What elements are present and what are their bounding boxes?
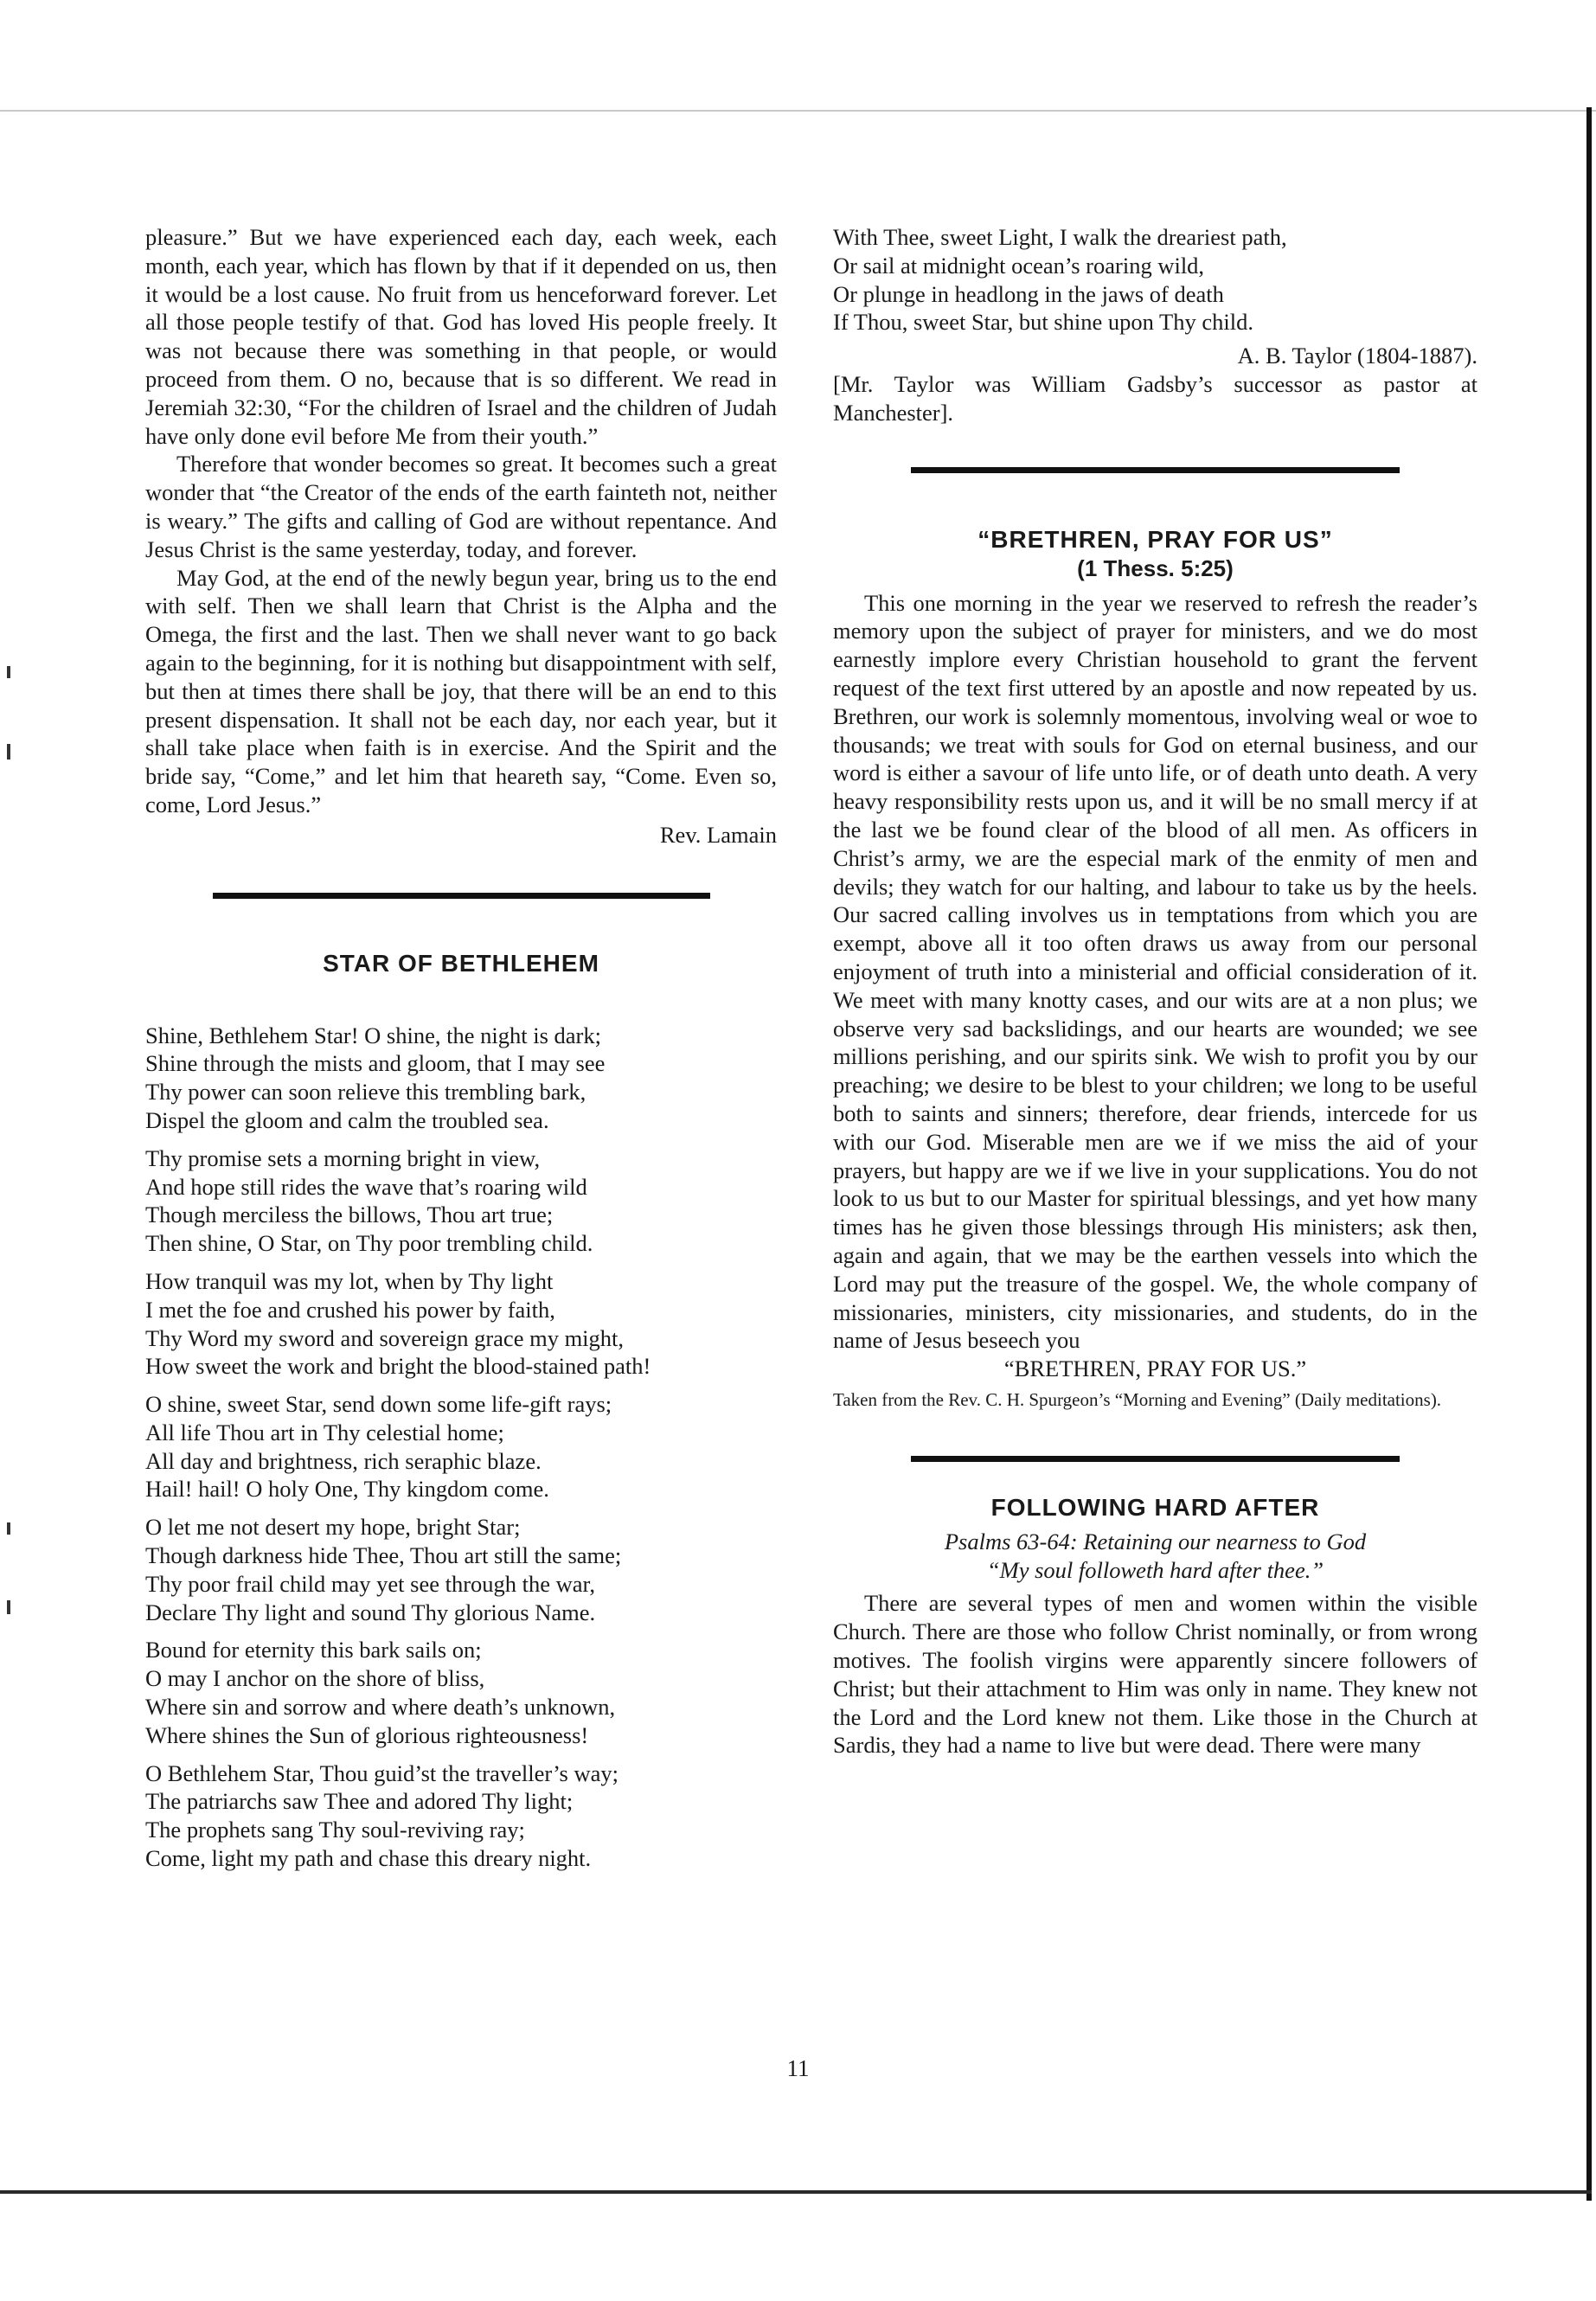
page-bottom-edge (0, 2190, 1592, 2194)
lamain-signature: Rev. Lamain (659, 821, 777, 848)
poem-stanza: O Bethlehem Star, Thou guid’st the traveller’s way; The patriarchs saw Thee and adored Thy light; The prophets sang Thy soul-reviving ray; Come, light my path and chase this dreary night. (145, 1759, 619, 1872)
poem-stanza: O shine, sweet Star, send down some life-gift rays; All life Thou art in Thy celestial home; All day and brightness, rich seraphic blaze. Hail! hail! O holy One, Thy kingdom come. (145, 1391, 612, 1503)
lamain-paragraph: Therefore that wonder becomes so great. It becomes such a great wonder that “the Creator of the ends of the earth fainteth not, neither is weary.” The gifts and calling of God are without repentance. And Jesus Christ is the same yesterday, today, and forever. (145, 451, 777, 562)
poem-author: A. B. Taylor (1804-1887). (1237, 343, 1477, 369)
star-of-bethlehem-title: STAR OF BETHLEHEM (323, 949, 599, 977)
poem-stanza: Thy promise sets a morning bright in view, And hope still rides the wave that’s roaring wild Though merciless the billows, Thou art true; Then shine, O Star, on Thy poor trembling child. (145, 1144, 593, 1257)
brethren-scripture-reference: (1 Thess. 5:25) (1077, 554, 1234, 581)
section-divider (911, 1456, 1400, 1462)
section-divider (213, 893, 710, 899)
margin-mark (7, 666, 10, 678)
right-column (833, 223, 1477, 1759)
margin-mark (7, 1522, 10, 1535)
page-number: 11 (786, 2055, 810, 2081)
left-column (145, 223, 777, 1882)
following-body: There are several types of men and women within the visible Church. There are those who follow Christ nominally, or from wrong motives. The foolish virgins were apparently sincere followers of Christ; but their attachment to Him was only in name. They knew not the Lord and the Lord knew not them. Like those in the Church at Sardis, they had a name to live but were dead. There were many (833, 1590, 1477, 1759)
following-hard-after-title: FOLLOWING HARD AFTER (990, 1493, 1320, 1521)
margin-mark (7, 744, 10, 760)
section-divider (911, 467, 1400, 473)
brethren-source-credit: Taken from the Rev. C. H. Spurgeon’s “Morning and Evening” (Daily meditations). (833, 1388, 1442, 1410)
following-subtitle: Psalms 63-64: Retaining our nearness to God (944, 1528, 1367, 1554)
brethren-title: “BRETHREN, PRAY FOR US” (977, 525, 1333, 553)
poem-editorial-note: [Mr. Taylor was William Gadsby’s successor as pastor at Manchester]. (833, 370, 1477, 426)
brethren-closing: “BRETHREN, PRAY FOR US.” (1003, 1356, 1307, 1382)
poem-stanza: How tranquil was my lot, when by Thy light I met the foe and crushed his power by faith, Thy Word my sword and sovereign grace my might, How sweet the work and bright the blood-stained path! (145, 1267, 651, 1380)
page-right-edge (1586, 107, 1592, 2201)
poem-stanza: Shine, Bethlehem Star! O shine, the night is dark; Shine through the mists and gloom, that I may see Thy power can soon relieve this trembling bark, Dispel the gloom and calm the troubled sea. (145, 1022, 606, 1133)
brethren-body: This one morning in the year we reserved to refresh the reader’s memory upon the subject of prayer for ministers, and we do most earnestly implore every Christian household to grant the fervent request of the text first uttered by an apostle and now repeated by us. Brethren, our work is solemnly momentous, involving weal or woe to thousands; we treat with souls for God on eternal business, and our word is either a savour of life unto life, or of death unto death. A very heavy responsibility rests upon us, and it will be no small mercy if at the last we be found clear of the blood of all men. As officers in Christ’s army, we are the especial mark of the enmity of men and devils; they watch for our halting, and labour to take us by the heels. Our sacred calling involves us in temptations from which you are exempt, above all it too often draws us away from our personal enjoyment of truth into a ministerial and official consideration of it. We meet with many knotty cases, and our wits are at a non plus; we observe very sad backslidings, and our hearts are wounded; we see millions perishing, and our spirits sink. We wish to profit you by our preaching; we desire to be blest to your children; we long to be useful both to saints and sinners; therefore, dear friends, intercede for us with our God. Miserable men are we if we miss the aid of your prayers, but happy are we if we live in your supplications. You do not look to us but to our Master for spiritual blessings, and yet how many times has he given those blessings through His ministers; ask then, again and again, that we may be the earthen vessels into which the Lord may put the treasure of the gospel. We, the whole company of missionaries, ministers, city missionaries, and students, do in the name of Jesus beseech you (833, 589, 1477, 1354)
poem-stanza: Bound for eternity this bark sails on; O may I anchor on the shore of bliss, Where sin and sorrow and where death’s unknown, Where shines the Sun of glorious righteousness! (145, 1637, 616, 1748)
lamain-paragraph: pleasure.” But we have experienced each day, each week, each month, each year, which has flown by that if it depended on us, then it would be a lost cause. No fruit from us henceforward forever. Let all those people testify of that. God has loved His people freely. It was not because there was something in that people, or would proceed from them. O no, because that is so different. We read in Jeremiah 32:30, “For the children of Israel and the children of Judah have only done evil before Me from their youth.” (145, 224, 777, 449)
poem-stanza: O let me not desert my hope, bright Star; Though darkness hide Thee, Thou art still the same; Thy poor frail child may yet see through the war, Declare Thy light and sound Thy glorious Name. (145, 1514, 622, 1625)
margin-mark (7, 1600, 10, 1614)
lamain-paragraph: May God, at the end of the newly begun year, bring us to the end with self. Then we shall learn that Christ is the Alpha and the Omega, the first and the last. Then we shall never want to go back again to the beginning, for it is nothing but disappointment with self, but then at times there shall be joy, that there will be an end to this present dispensation. It shall not be each day, nor each year, but it shall take place when faith is in exercise. And the Spirit and the bride say, “Come,” and let him that heareth say, “Come. Even so, come, Lord Jesus.” (145, 564, 777, 817)
following-epigraph: “My soul followeth hard after thee.” (986, 1556, 1324, 1583)
poem-stanza: With Thee, sweet Light, I walk the dreariest path, Or sail at midnight ocean’s roaring wild, Or plunge in headlong in the jaws of death If Thou, sweet Star, but shine upon Thy child. (833, 224, 1287, 336)
page-top-edge (0, 110, 1596, 112)
